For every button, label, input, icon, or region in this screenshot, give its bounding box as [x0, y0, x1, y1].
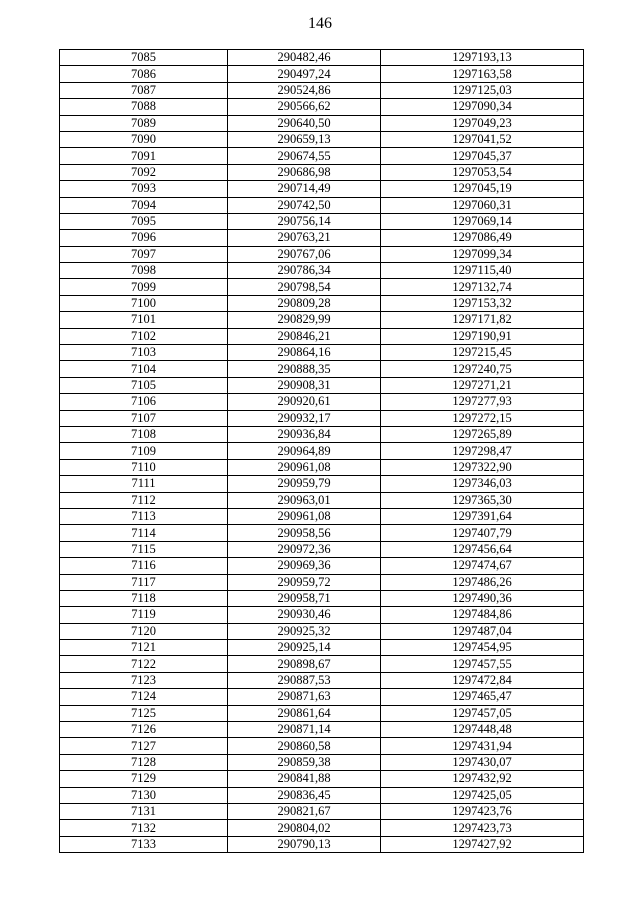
- table-row: [60, 689, 584, 705]
- point-number-cell: 7125: [60, 705, 228, 721]
- table-row: [60, 590, 584, 606]
- x-coordinate-cell: 290898,67: [228, 656, 381, 672]
- point-number-cell: 7126: [60, 722, 228, 738]
- y-coordinate-cell: 1297171,82: [381, 312, 584, 328]
- x-coordinate-cell: 290932,17: [228, 410, 381, 426]
- table-row: [60, 377, 584, 393]
- point-number-cell: 7108: [60, 426, 228, 442]
- table-row: [60, 230, 584, 246]
- x-coordinate-cell: 290859,38: [228, 754, 381, 770]
- x-coordinate-cell: 290969,36: [228, 558, 381, 574]
- table-row: [60, 99, 584, 115]
- point-number-cell: 7097: [60, 246, 228, 262]
- table-row: [60, 410, 584, 426]
- table-row: [60, 525, 584, 541]
- y-coordinate-cell: 1297465,47: [381, 689, 584, 705]
- table-row: [60, 50, 584, 66]
- y-coordinate-cell: 1297053,54: [381, 164, 584, 180]
- point-number-cell: 7106: [60, 394, 228, 410]
- point-number-cell: 7133: [60, 836, 228, 852]
- table-row: [60, 754, 584, 770]
- table-row: [60, 66, 584, 82]
- table-row: [60, 672, 584, 688]
- x-coordinate-cell: 290888,35: [228, 361, 381, 377]
- y-coordinate-cell: 1297193,13: [381, 50, 584, 66]
- x-coordinate-cell: 290860,58: [228, 738, 381, 754]
- x-coordinate-cell: 290841,88: [228, 771, 381, 787]
- point-number-cell: 7102: [60, 328, 228, 344]
- x-coordinate-cell: 290871,14: [228, 722, 381, 738]
- y-coordinate-cell: 1297474,67: [381, 558, 584, 574]
- point-number-cell: 7085: [60, 50, 228, 66]
- table-row: [60, 164, 584, 180]
- x-coordinate-cell: 290524,86: [228, 82, 381, 98]
- point-number-cell: 7087: [60, 82, 228, 98]
- point-number-cell: 7117: [60, 574, 228, 590]
- y-coordinate-cell: 1297041,52: [381, 131, 584, 147]
- y-coordinate-cell: 1297215,45: [381, 345, 584, 361]
- y-coordinate-cell: 1297090,34: [381, 99, 584, 115]
- table-row: [60, 508, 584, 524]
- table-row: [60, 771, 584, 787]
- table-row: [60, 476, 584, 492]
- x-coordinate-cell: 290804,02: [228, 820, 381, 836]
- table-row: [60, 623, 584, 639]
- x-coordinate-cell: 290829,99: [228, 312, 381, 328]
- y-coordinate-cell: 1297045,19: [381, 181, 584, 197]
- x-coordinate-cell: 290798,54: [228, 279, 381, 295]
- table-row: [60, 394, 584, 410]
- y-coordinate-cell: 1297407,79: [381, 525, 584, 541]
- point-number-cell: 7123: [60, 672, 228, 688]
- x-coordinate-cell: 290972,36: [228, 541, 381, 557]
- table-row: [60, 295, 584, 311]
- y-coordinate-cell: 1297265,89: [381, 426, 584, 442]
- y-coordinate-cell: 1297045,37: [381, 148, 584, 164]
- y-coordinate-cell: 1297277,93: [381, 394, 584, 410]
- y-coordinate-cell: 1297060,31: [381, 197, 584, 213]
- point-number-cell: 7099: [60, 279, 228, 295]
- table-row: [60, 656, 584, 672]
- table-row: [60, 345, 584, 361]
- y-coordinate-cell: 1297430,07: [381, 754, 584, 770]
- point-number-cell: 7105: [60, 377, 228, 393]
- table-row: [60, 541, 584, 557]
- point-number-cell: 7129: [60, 771, 228, 787]
- x-coordinate-cell: 290925,14: [228, 640, 381, 656]
- point-number-cell: 7121: [60, 640, 228, 656]
- y-coordinate-cell: 1297115,40: [381, 263, 584, 279]
- y-coordinate-cell: 1297486,26: [381, 574, 584, 590]
- point-number-cell: 7086: [60, 66, 228, 82]
- x-coordinate-cell: 290958,71: [228, 590, 381, 606]
- x-coordinate-cell: 290864,16: [228, 345, 381, 361]
- x-coordinate-cell: 290497,24: [228, 66, 381, 82]
- x-coordinate-cell: 290821,67: [228, 803, 381, 819]
- table-row: [60, 263, 584, 279]
- table-row: [60, 131, 584, 147]
- table-row: [60, 279, 584, 295]
- x-coordinate-cell: 290958,56: [228, 525, 381, 541]
- point-number-cell: 7094: [60, 197, 228, 213]
- page-number: 146: [308, 15, 332, 32]
- y-coordinate-cell: 1297432,92: [381, 771, 584, 787]
- y-coordinate-cell: 1297448,48: [381, 722, 584, 738]
- table-row: [60, 574, 584, 590]
- point-number-cell: 7103: [60, 345, 228, 361]
- x-coordinate-cell: 290714,49: [228, 181, 381, 197]
- x-coordinate-cell: 290790,13: [228, 836, 381, 852]
- point-number-cell: 7114: [60, 525, 228, 541]
- y-coordinate-cell: 1297298,47: [381, 443, 584, 459]
- table-body: [60, 50, 584, 853]
- point-number-cell: 7098: [60, 263, 228, 279]
- coordinates-table: [59, 49, 584, 853]
- x-coordinate-cell: 290482,46: [228, 50, 381, 66]
- x-coordinate-cell: 290861,64: [228, 705, 381, 721]
- y-coordinate-cell: 1297365,30: [381, 492, 584, 508]
- point-number-cell: 7089: [60, 115, 228, 131]
- y-coordinate-cell: 1297472,84: [381, 672, 584, 688]
- y-coordinate-cell: 1297271,21: [381, 377, 584, 393]
- point-number-cell: 7119: [60, 607, 228, 623]
- x-coordinate-cell: 290936,84: [228, 426, 381, 442]
- table-row: [60, 640, 584, 656]
- x-coordinate-cell: 290930,46: [228, 607, 381, 623]
- y-coordinate-cell: 1297069,14: [381, 213, 584, 229]
- point-number-cell: 7116: [60, 558, 228, 574]
- point-number-cell: 7110: [60, 459, 228, 475]
- y-coordinate-cell: 1297049,23: [381, 115, 584, 131]
- table-row: [60, 82, 584, 98]
- y-coordinate-cell: 1297427,92: [381, 836, 584, 852]
- x-coordinate-cell: 290925,32: [228, 623, 381, 639]
- table-row: [60, 361, 584, 377]
- y-coordinate-cell: 1297490,36: [381, 590, 584, 606]
- point-number-cell: 7088: [60, 99, 228, 115]
- x-coordinate-cell: 290961,08: [228, 459, 381, 475]
- x-coordinate-cell: 290786,34: [228, 263, 381, 279]
- point-number-cell: 7096: [60, 230, 228, 246]
- table-row: [60, 607, 584, 623]
- table-row: [60, 836, 584, 852]
- x-coordinate-cell: 290742,50: [228, 197, 381, 213]
- table-row: [60, 246, 584, 262]
- point-number-cell: 7093: [60, 181, 228, 197]
- x-coordinate-cell: 290961,08: [228, 508, 381, 524]
- point-number-cell: 7115: [60, 541, 228, 557]
- x-coordinate-cell: 290846,21: [228, 328, 381, 344]
- table-row: [60, 820, 584, 836]
- x-coordinate-cell: 290908,31: [228, 377, 381, 393]
- point-number-cell: 7107: [60, 410, 228, 426]
- x-coordinate-cell: 290871,63: [228, 689, 381, 705]
- y-coordinate-cell: 1297322,90: [381, 459, 584, 475]
- x-coordinate-cell: 290659,13: [228, 131, 381, 147]
- table-row: [60, 443, 584, 459]
- x-coordinate-cell: 290836,45: [228, 787, 381, 803]
- table-row: [60, 148, 584, 164]
- point-number-cell: 7131: [60, 803, 228, 819]
- x-coordinate-cell: 290959,79: [228, 476, 381, 492]
- table-row: [60, 328, 584, 344]
- point-number-cell: 7122: [60, 656, 228, 672]
- table-row: [60, 213, 584, 229]
- y-coordinate-cell: 1297086,49: [381, 230, 584, 246]
- table-row: [60, 705, 584, 721]
- point-number-cell: 7100: [60, 295, 228, 311]
- table-row: [60, 492, 584, 508]
- point-number-cell: 7104: [60, 361, 228, 377]
- point-number-cell: 7111: [60, 476, 228, 492]
- x-coordinate-cell: 290674,55: [228, 148, 381, 164]
- y-coordinate-cell: 1297484,86: [381, 607, 584, 623]
- x-coordinate-cell: 290964,89: [228, 443, 381, 459]
- table-row: [60, 803, 584, 819]
- table-row: [60, 312, 584, 328]
- table-row: [60, 558, 584, 574]
- x-coordinate-cell: 290640,50: [228, 115, 381, 131]
- y-coordinate-cell: 1297454,95: [381, 640, 584, 656]
- y-coordinate-cell: 1297457,55: [381, 656, 584, 672]
- point-number-cell: 7118: [60, 590, 228, 606]
- table-row: [60, 738, 584, 754]
- x-coordinate-cell: 290920,61: [228, 394, 381, 410]
- y-coordinate-cell: 1297240,75: [381, 361, 584, 377]
- y-coordinate-cell: 1297099,34: [381, 246, 584, 262]
- table-row: [60, 426, 584, 442]
- table-row: [60, 722, 584, 738]
- y-coordinate-cell: 1297346,03: [381, 476, 584, 492]
- y-coordinate-cell: 1297425,05: [381, 787, 584, 803]
- point-number-cell: 7095: [60, 213, 228, 229]
- x-coordinate-cell: 290566,62: [228, 99, 381, 115]
- x-coordinate-cell: 290809,28: [228, 295, 381, 311]
- point-number-cell: 7101: [60, 312, 228, 328]
- point-number-cell: 7092: [60, 164, 228, 180]
- x-coordinate-cell: 290767,06: [228, 246, 381, 262]
- point-number-cell: 7091: [60, 148, 228, 164]
- y-coordinate-cell: 1297487,04: [381, 623, 584, 639]
- point-number-cell: 7127: [60, 738, 228, 754]
- point-number-cell: 7112: [60, 492, 228, 508]
- y-coordinate-cell: 1297163,58: [381, 66, 584, 82]
- table-row: [60, 181, 584, 197]
- table-row: [60, 197, 584, 213]
- y-coordinate-cell: 1297391,64: [381, 508, 584, 524]
- table-row: [60, 115, 584, 131]
- y-coordinate-cell: 1297456,64: [381, 541, 584, 557]
- point-number-cell: 7128: [60, 754, 228, 770]
- point-number-cell: 7090: [60, 131, 228, 147]
- y-coordinate-cell: 1297190,91: [381, 328, 584, 344]
- y-coordinate-cell: 1297431,94: [381, 738, 584, 754]
- point-number-cell: 7124: [60, 689, 228, 705]
- y-coordinate-cell: 1297125,03: [381, 82, 584, 98]
- x-coordinate-cell: 290959,72: [228, 574, 381, 590]
- y-coordinate-cell: 1297423,73: [381, 820, 584, 836]
- y-coordinate-cell: 1297457,05: [381, 705, 584, 721]
- table-row: [60, 459, 584, 475]
- x-coordinate-cell: 290763,21: [228, 230, 381, 246]
- table-row: [60, 787, 584, 803]
- y-coordinate-cell: 1297153,32: [381, 295, 584, 311]
- x-coordinate-cell: 290887,53: [228, 672, 381, 688]
- point-number-cell: 7132: [60, 820, 228, 836]
- x-coordinate-cell: 290686,98: [228, 164, 381, 180]
- y-coordinate-cell: 1297272,15: [381, 410, 584, 426]
- y-coordinate-cell: 1297132,74: [381, 279, 584, 295]
- point-number-cell: 7109: [60, 443, 228, 459]
- point-number-cell: 7120: [60, 623, 228, 639]
- y-coordinate-cell: 1297423,76: [381, 803, 584, 819]
- point-number-cell: 7113: [60, 508, 228, 524]
- x-coordinate-cell: 290756,14: [228, 213, 381, 229]
- point-number-cell: 7130: [60, 787, 228, 803]
- x-coordinate-cell: 290963,01: [228, 492, 381, 508]
